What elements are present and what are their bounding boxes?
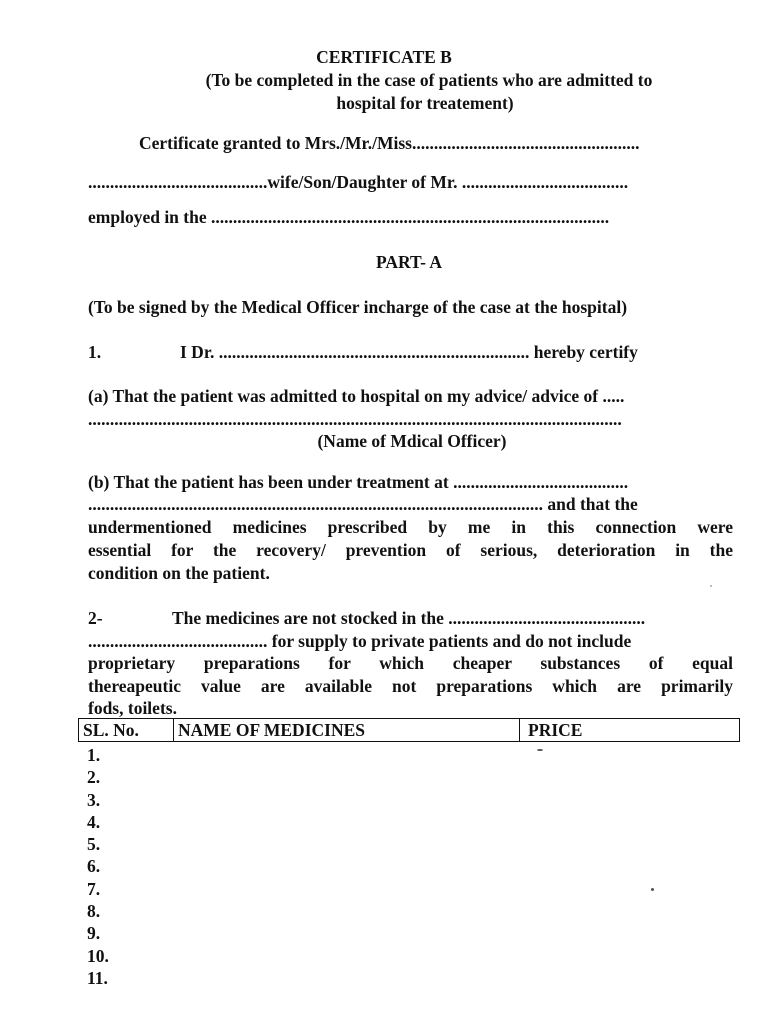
item-b-line4: essential for the recovery/ prevention of serious, deterioration in the — [88, 540, 733, 560]
table-row: 8. — [87, 901, 101, 922]
certificate-title: CERTIFICATE B — [316, 47, 452, 67]
item2-line4: thereapeutic value are available not preparations which are primarily — [88, 676, 733, 696]
medicine-row-list — [87, 744, 109, 989]
grant-line-name: Certificate granted to Mrs./Mr./Miss.................................................... — [139, 133, 640, 153]
column-header-name-of-medicines: NAME OF MEDICINES — [174, 719, 520, 741]
grant-line-employment: employed in the ........................................................................................... — [88, 207, 610, 227]
table-row: 9. — [87, 923, 101, 944]
item2-number: 2- — [88, 608, 103, 628]
table-row: 2. — [87, 767, 101, 788]
scan-speck — [651, 888, 654, 891]
table-row: 10. — [87, 945, 109, 966]
certificate-subtitle-line1: (To be completed in the case of patients who are admitted to — [205, 70, 653, 90]
grant-line-relation: .........................................wife/Son/Daughter of Mr. ...................................... — [88, 172, 629, 192]
table-row: 3. — [87, 789, 101, 810]
certificate-subtitle-line2: hospital for treatement) — [336, 93, 514, 113]
item2-line5: fods, toilets. — [88, 698, 177, 718]
item2-line2: ......................................... for supply to private patients and do not include — [88, 631, 632, 651]
table-row: 7. — [87, 878, 101, 899]
item1-text: I Dr. ....................................................................... hereby certify — [180, 342, 638, 362]
table-row: 4. — [87, 811, 101, 832]
item2-line1: The medicines are not stocked in the ............................................. — [172, 608, 646, 628]
column-header-price: PRICE — [528, 720, 583, 740]
table-row: 1. — [87, 745, 101, 765]
table-row: 5. — [87, 834, 101, 855]
scan-speck — [710, 585, 712, 587]
scan-speck — [537, 749, 543, 751]
item-a-officer-name-caption: (Name of Mdical Officer) — [317, 431, 507, 451]
item-b-line5: condition on the patient. — [88, 563, 270, 583]
part-a-instruction: (To be signed by the Medical Officer incharge of the case at the hospital) — [88, 297, 628, 317]
item-a-line1: (a) That the patient was admitted to hospital on my advice/ advice of ..... — [88, 386, 625, 406]
item1-number: 1. — [88, 342, 102, 362]
part-a-heading: PART- A — [376, 252, 442, 272]
item-b-line1: (b) That the patient has been under treatment at ........................................ — [88, 472, 629, 492]
item-b-line2: ........................................................................................................ and that the — [88, 494, 638, 514]
medicines-table-header — [78, 718, 740, 742]
item2-line3: proprietary preparations for which cheaper substances of equal — [88, 653, 733, 673]
table-row: 6. — [87, 856, 101, 877]
item-a-line2: .......................................................................................................................... — [88, 409, 622, 429]
table-row: 11. — [87, 967, 108, 988]
column-header-sl-no: SL. No. — [79, 719, 174, 741]
item-b-line3: undermentioned medicines prescribed by me in this connection were — [88, 517, 733, 537]
